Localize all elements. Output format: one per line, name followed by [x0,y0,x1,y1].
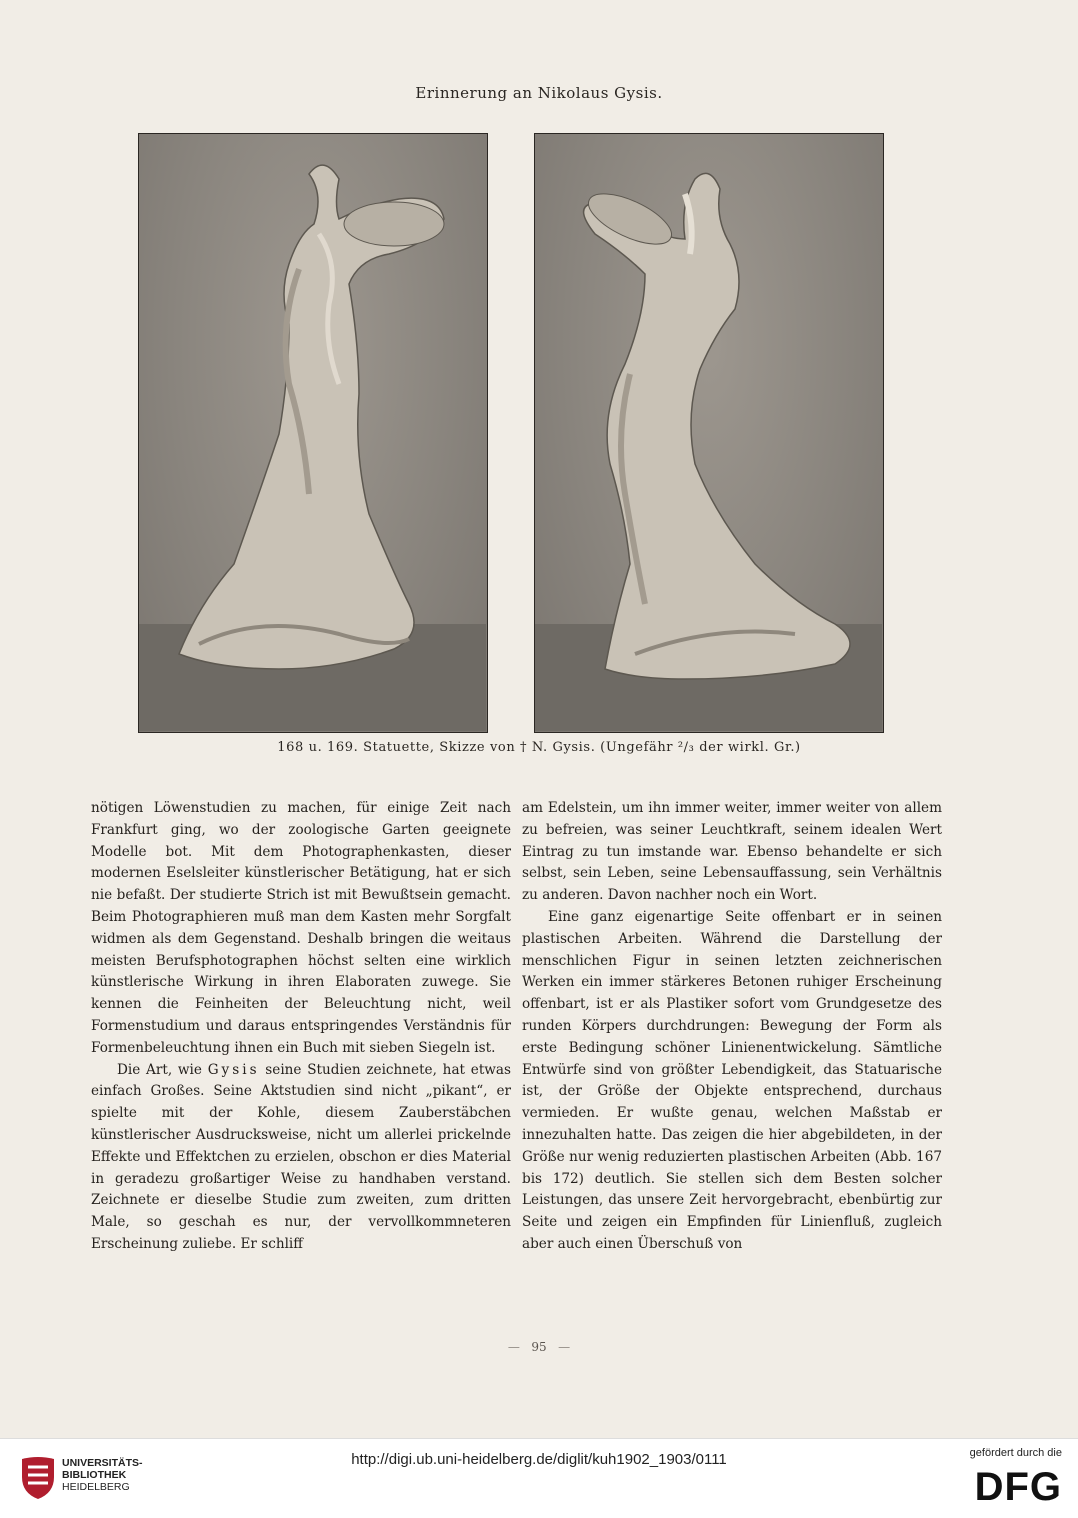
right-paragraph-1: am Edelstein, um ihn immer weiter, immer weiter von allem zu befreien, was seiner Leuchtkraft, seinem idealen Wert Eintrag zu tun imstande war. Ebenso behandelte er sich selbst, sein Leben, seine Lebensauffassung, sein Verhältnis zu anderen. Davon nachher noch ein Wort. [522,800,942,904]
plate-statuette-168 [138,133,488,733]
library-line-1: UNIVERSITÄTS- [62,1457,143,1469]
folio-number: 95 [531,1340,547,1354]
right-column [522,798,942,1256]
dfg-logo: DFG [974,1465,1062,1509]
right-paragraph-2: Eine ganz eigenartige Seite offenbart er in seinen plastischen Arbeiten. Während die Darstellung der menschlichen Figur in seinen letzten zeichnerischen Werken ein immer stärkeres Betonen ruhiger Erscheinung offenbart, ist er als Plastiker sofort vom Grundgesetze des runden Körpers durchdrungen: Bewegung der Form als erste Bedingung schöner Linienentwickelung. Sämtliche Entwürfe sind von größter Lebendigkeit, das Statuarische ist, der Größe der Objekte entsprechend, durchaus vermieden. Er wußte genau, welchen Maßstab er innezuhalten hatte. Das zeigen die hier abgebildeten, in der Größe nur wenig reduzierten plastischen Arbeiten (Abb. 167 bis 172) deutlich. Sie stellen sich dem Besten solcher Leistungen, das unsere Zeit hervorgebracht, ebenbürtig zur Seite und zeigen ein Empfinden für Linienfluß, zugleich aber auch einen Überschuß von [522,908,942,1252]
page-number [0,1340,1078,1354]
funding-label: gefördert durch die [969,1447,1062,1459]
digitization-footer [0,1438,1078,1518]
left-column [91,798,511,1256]
statuette-169-image [535,134,882,731]
figure-caption: 168 u. 169. Statuette, Skizze von † N. Gysis. (Ungefähr ²/₃ der wirkl. Gr.) [277,740,801,755]
plate-statuette-169 [534,133,884,733]
library-line-2: BIBLIOTHEK [62,1469,127,1481]
folio-dash-left: — [507,1340,520,1354]
left-paragraph-1: nötigen Löwenstudien zu machen, für einige Zeit nach Frankfurt ging, wo der zoologische Garten geeignete Modelle bot. Mit dem Photographenkasten, dieser modernen Eselsleiter künstlerischer Betätigung, hat er sich nie befaßt. Der studierte Strich ist mit Bewußtsein gemacht. Beim Photographieren muß man dem Kasten mehr Sorgfalt widmen als dem Gegenstand. Deshalb bringen die weitaus meisten Berufsphotographen höchst selten eine wirklich künstlerische Wirkung in ihren Elaboraten zuwege. Sie kennen die Feinheiten der Beleuchtung nicht, weil Formenstudium und daraus entspringendes Verständnis für Formenbeleuchtung ihnen ein Buch mit sieben Siegeln ist. [91,800,511,1056]
statuette-168-image [139,134,486,731]
left-paragraph-2-start: Die Art, wie [117,1061,208,1078]
left-paragraph-2-rest: seine Studien zeichnete, hat etwas einfach Großes. Seine Aktstudien sind nicht „pikant“, er spielte mit der Kohle, diesem Zauberstäbchen künstlerischer Ausdrucksweise, nicht um allerlei prickelnde Effekte und Effektchen zu erzielen, obschon er dies Material in geradezu großartiger Weise zu handhaben verstand. Zeichnete er dieselbe Studie zum zweiten, zum dritten Male, so geschah es nur, der vervollkommneteren Erscheinung zuliebe. Er schliff [91,1061,511,1252]
author-name: Gysis [207,1061,260,1078]
permalink-url[interactable]: http://digi.ub.uni-heidelberg.de/diglit/kuh1902_1903/0111 [351,1451,727,1468]
left-paragraph-2 [91,1060,511,1256]
library-line-3: HEIDELBERG [62,1481,130,1493]
running-head: Erinnerung an Nikolaus Gysis. [415,84,663,102]
folio-dash-right: — [558,1340,571,1354]
